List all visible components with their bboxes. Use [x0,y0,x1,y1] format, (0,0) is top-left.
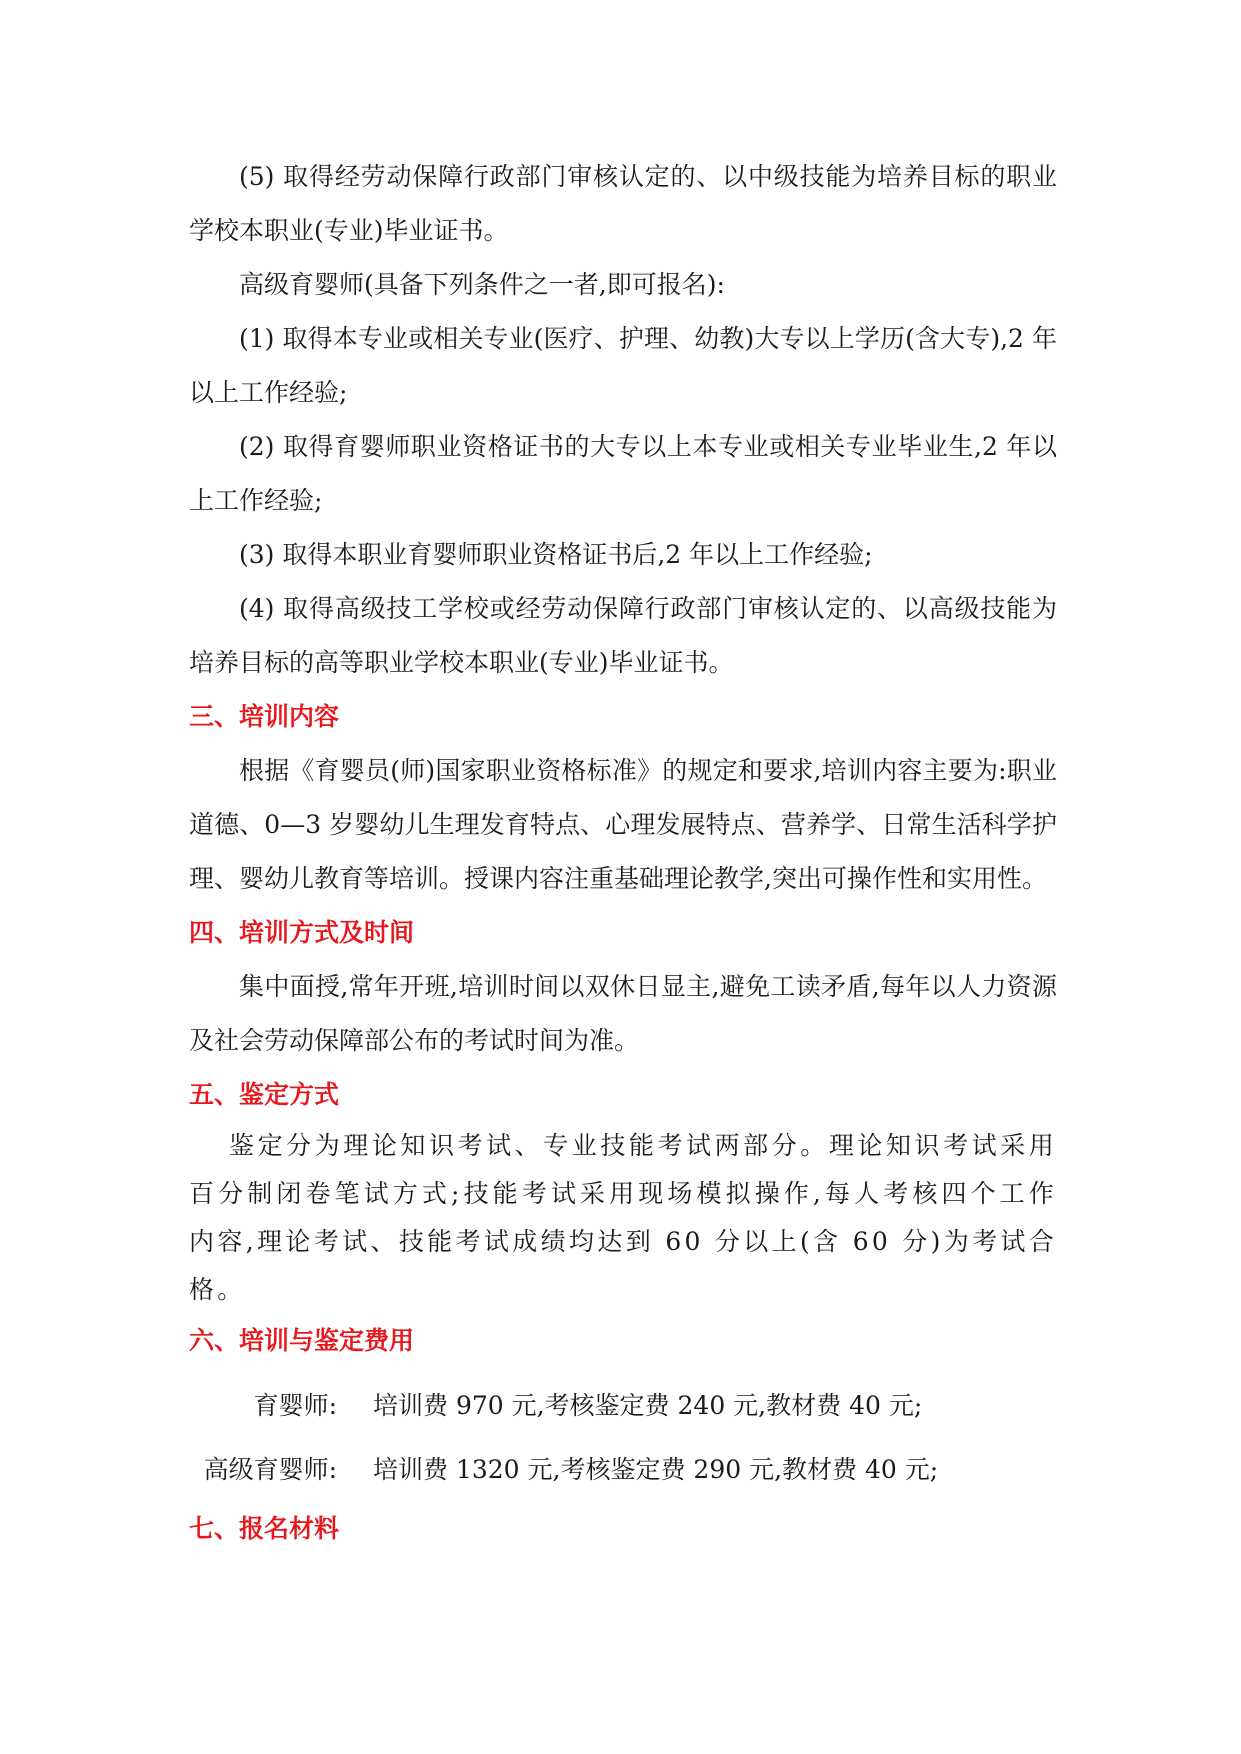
fee-label-nursery-teacher: 育婴师: [253,1391,337,1420]
fee-text-nursery-teacher: 培训费 970 元,考核鉴定费 240 元,教材费 40 元; [373,1391,923,1420]
paragraph-senior-condition-1: (1) 取得本专业或相关专业(医疗、护理、幼教)大专以上学历(含大专),2 年以上工作经验; [189,324,1057,407]
paragraph-condition-5: (5) 取得经劳动保障行政部门审核认定的、以中级技能为培养目标的职业学校本职业(专业)毕业证书。 [189,162,1057,245]
paragraph-training-method: 集中面授,常年开班,培训时间以双休日显主,避免工读矛盾,每年以人力资源及社会劳动保障部公布的考试时间为准。 [189,972,1057,1055]
fee-row-nursery-teacher [189,1374,1057,1438]
paragraph-training-content: 根据《育婴员(师)国家职业资格标准》的规定和要求,培训内容主要为:职业道德、0—3 岁婴幼儿生理发育特点、心理发展特点、营养学、日常生活科学护理、婴幼儿教育等培训。授课内容注重基础理论教学,突出可操作性和实用性。 [189,756,1057,893]
section-heading-registration-materials: 七、报名材料 [189,1514,340,1543]
paragraph-senior-title: 高级育婴师(具备下列条件之一者,即可报名): [239,270,725,299]
section-heading-training-method: 四、培训方式及时间 [189,918,415,947]
section-heading-training-content: 三、培训内容 [189,702,340,731]
paragraph-senior-condition-4: (4) 取得高级技工学校或经劳动保障行政部门审核认定的、以高级技能为培养目标的高等职业学校本职业(专业)毕业证书。 [189,594,1057,677]
section-heading-fees: 六、培训与鉴定费用 [189,1326,415,1355]
paragraph-senior-condition-3: (3) 取得本职业育婴师职业资格证书后,2 年以上工作经验; [239,540,873,569]
section-heading-assessment-method: 五、鉴定方式 [189,1080,340,1109]
document-body [189,150,1057,1556]
paragraph-senior-condition-2: (2) 取得育婴师职业资格证书的大专以上本专业或相关专业毕业生,2 年以上工作经验; [189,432,1057,515]
fee-row-senior-nursery-teacher [189,1438,1057,1502]
fee-text-senior-nursery-teacher: 培训费 1320 元,考核鉴定费 290 元,教材费 40 元; [373,1455,939,1484]
paragraph-assessment-method: 鉴定分为理论知识考试、专业技能考试两部分。理论知识考试采用百分制闭卷笔试方式;技能考试采用现场模拟操作,每人考核四个工作内容,理论考试、技能考试成绩均达到 60 分以上(含 60 分)为考试合格。 [189,1131,1057,1304]
fee-label-senior-nursery-teacher: 高级育婴师: [203,1455,337,1484]
